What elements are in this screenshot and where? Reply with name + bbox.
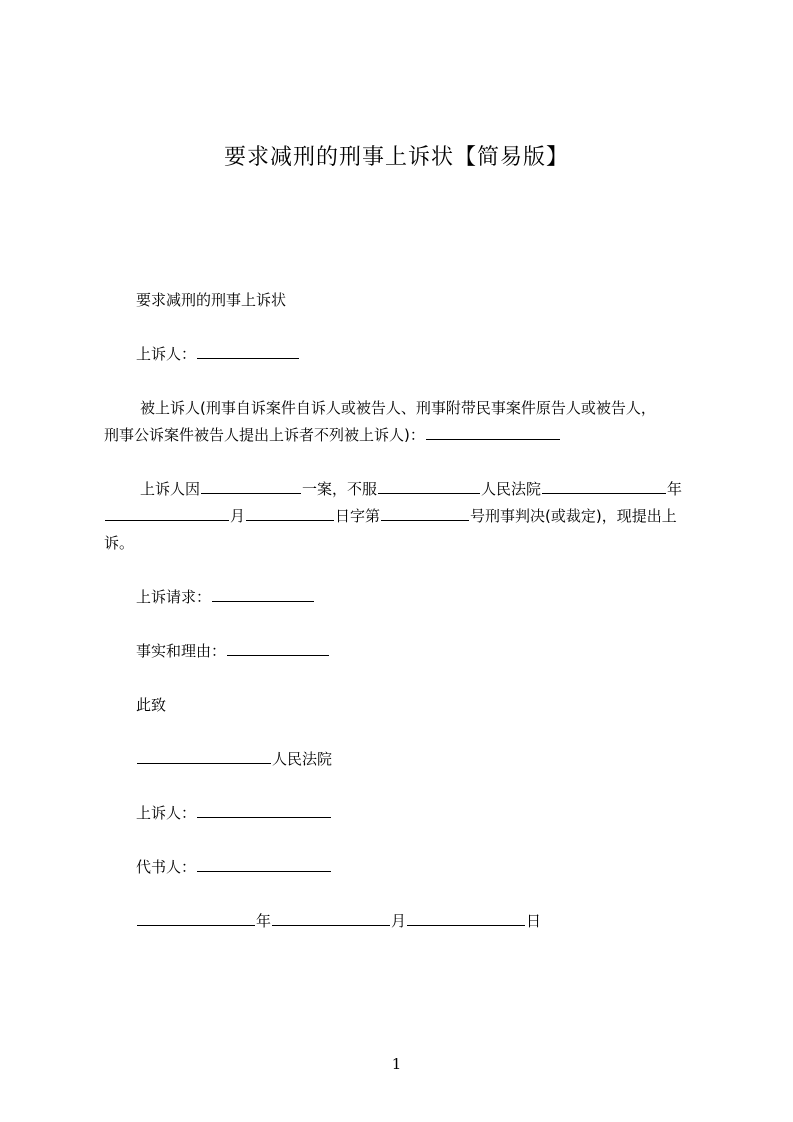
reason-text-b: 一案，不服	[302, 480, 378, 498]
recipient-court-blank[interactable]	[137, 746, 271, 764]
respect-line: 此致	[136, 696, 167, 714]
facts-line	[136, 638, 330, 665]
request-label: 上诉请求：	[136, 588, 212, 606]
court-blank[interactable]	[378, 476, 480, 494]
reason-text-d: 年	[667, 480, 683, 498]
appellee-line-2	[104, 422, 561, 449]
signature-appellant-blank[interactable]	[197, 800, 331, 818]
request-line	[136, 584, 315, 611]
signature-appellant-line	[136, 800, 332, 827]
request-blank[interactable]	[212, 584, 314, 602]
case-blank[interactable]	[201, 476, 301, 494]
appellant-blank[interactable]	[197, 341, 299, 359]
appellee-blank[interactable]	[426, 422, 560, 440]
appellee-label: 刑事公诉案件被告人提出上诉者不列被上诉人)：	[104, 426, 425, 444]
date-month-label: 月	[391, 912, 407, 930]
recipient-court-line	[136, 746, 332, 773]
date-line	[136, 908, 541, 935]
number-blank[interactable]	[381, 503, 469, 521]
reason-line-1	[140, 476, 682, 503]
date-year-label: 年	[256, 912, 272, 930]
reason-text-a: 上诉人因	[140, 480, 201, 498]
date-year-blank[interactable]	[137, 908, 255, 926]
month-blank[interactable]	[105, 503, 229, 521]
page-number: 1	[391, 1055, 402, 1073]
recipient-court-label: 人民法院	[272, 750, 333, 768]
date-day-label: 日	[526, 912, 542, 930]
signature-appellant-label: 上诉人：	[136, 804, 197, 822]
signature-writer-line	[136, 854, 332, 881]
date-day-blank[interactable]	[407, 908, 525, 926]
appellant-label: 上诉人：	[136, 345, 197, 363]
reason-line-3: 诉。	[104, 534, 135, 552]
reason-text-e: 月	[230, 507, 246, 525]
page-title: 要求减刑的刑事上诉状【简易版】	[223, 145, 569, 170]
facts-blank[interactable]	[227, 638, 329, 656]
reason-text-g: 号刑事判决(或裁定)，现提出上	[470, 507, 677, 525]
appellee-line-1: 被上诉人(刑事自诉案件自诉人或被告人、刑事附带民事案件原告人或被告人，	[140, 399, 656, 417]
appellant-line	[136, 341, 300, 368]
signature-writer-blank[interactable]	[197, 854, 331, 872]
signature-writer-label: 代书人：	[136, 858, 197, 876]
day-blank[interactable]	[246, 503, 334, 521]
year-blank[interactable]	[542, 476, 666, 494]
doc-heading: 要求减刑的刑事上诉状	[136, 291, 287, 309]
facts-label: 事实和理由：	[136, 642, 227, 660]
date-month-blank[interactable]	[272, 908, 390, 926]
reason-text-c: 人民法院	[481, 480, 542, 498]
reason-text-f: 日字第	[335, 507, 381, 525]
reason-line-2	[104, 503, 677, 530]
